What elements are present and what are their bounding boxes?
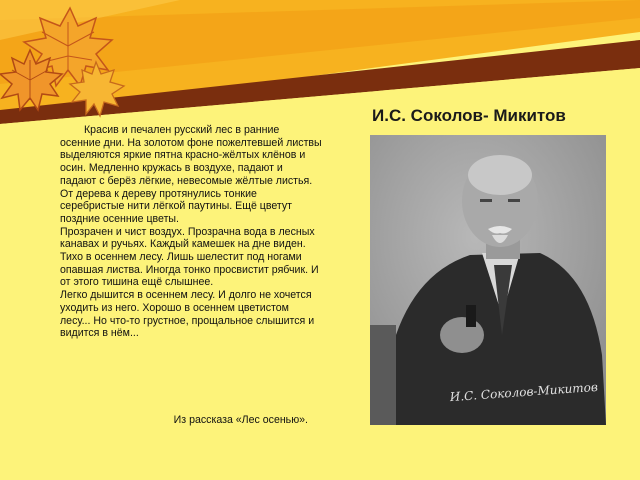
paragraph: Легко дышится в осеннем лесу. И долго не хочется уходить из него. Хорошо в осеннем цветистом лесу... Но что-то грустное, прощальное слышится и видится в нём... — [60, 289, 315, 340]
story-text — [60, 124, 322, 340]
maple-leaves-icon — [0, 0, 135, 118]
source-caption: Из рассказа «Лес осенью». — [173, 414, 308, 426]
paragraph: Тихо в осеннем лесу. Лишь шелестит под ногами опавшая листва. Иногда тонко просвистит рябчик. И от этого тишина ещё слышнее. — [60, 251, 319, 289]
portrait-signature: И.С. Соколов-Микитов — [449, 379, 599, 405]
portrait-photo — [370, 135, 606, 425]
paragraph: Прозрачен и чист воздух. Прозрачна вода в лесных канавах и ручьях. Каждый камешек на дне виден. — [60, 225, 315, 251]
slide-title: И.С. Соколов- Микитов — [372, 106, 566, 125]
paragraph: Красив и печален русский лес в ранние осенние дни. На золотом фоне пожелтевшей листвы выделяются яркие пятна красно-жёлтых клёнов и осин. Медленно кружась в воздухе, падают и падают с берёз лёгкие, невесомые жёлтые листья. От дерева к дереву протянулись тонкие серебристые нити лёгкой паутины. Ещё цветут поздние осенние цветы. — [60, 124, 322, 225]
